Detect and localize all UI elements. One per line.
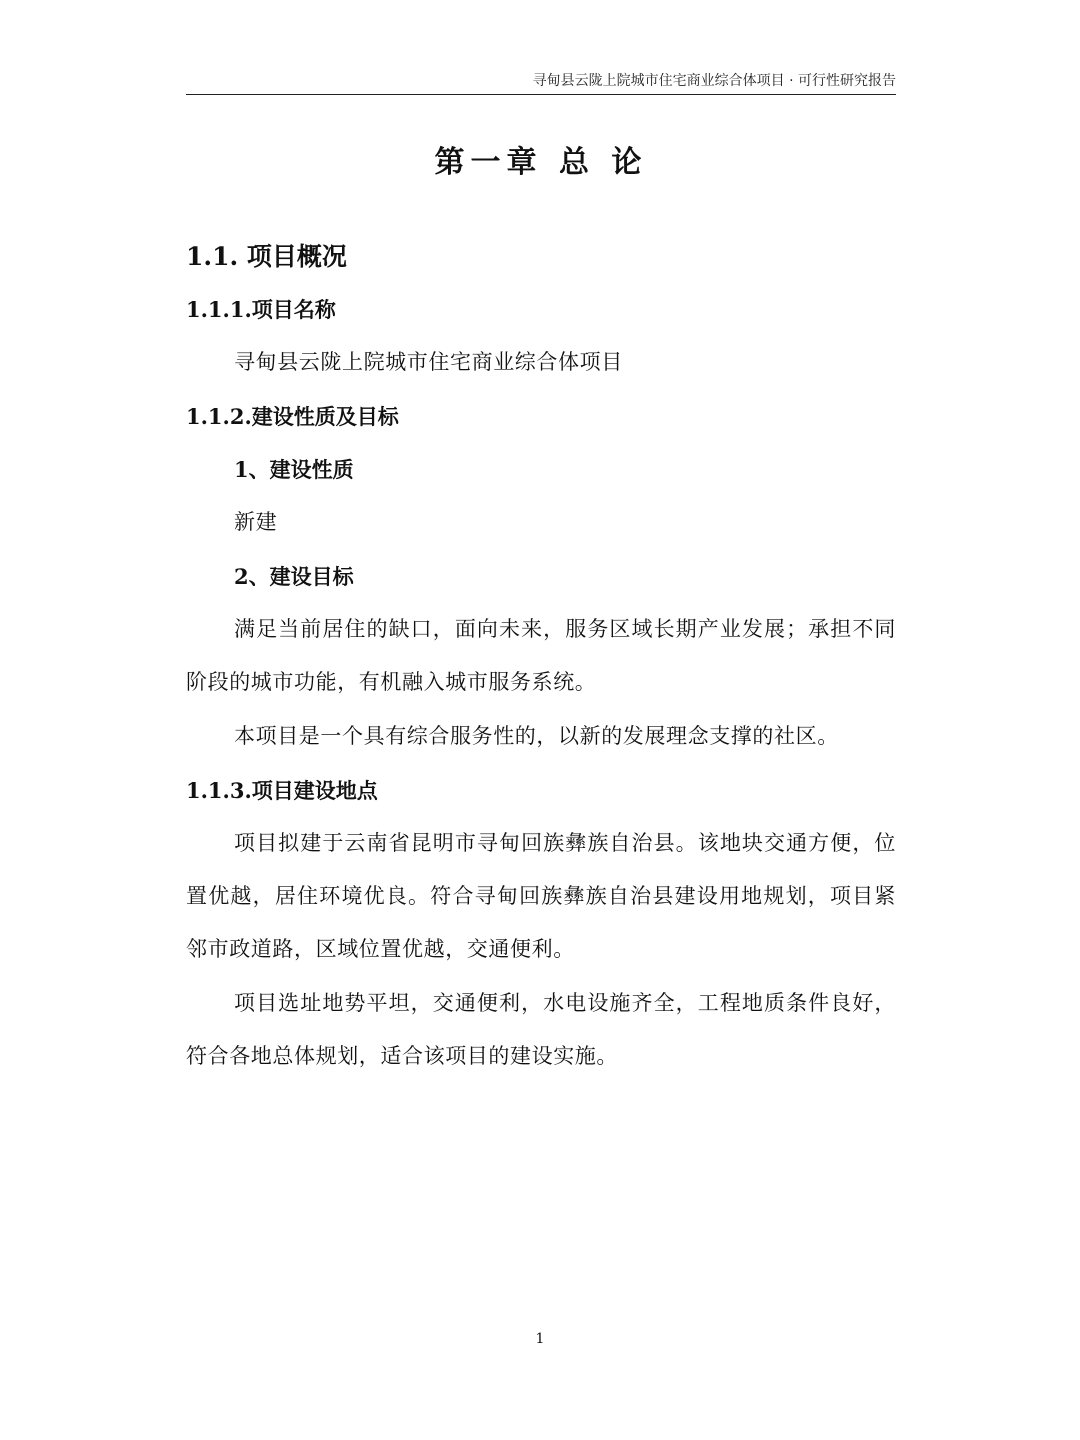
subheading-construction-goal: 2、建设目标: [234, 564, 354, 589]
site-location-paragraph-1: 项目拟建于云南省昆明市寻甸回族彝族自治县。该地块交通方便，位置优越，居住环境优良。符合寻甸回族彝族自治县建设用地规划，项目紧邻市政道路，区域位置优越，交通便利。: [186, 831, 896, 961]
chapter-title: 第一章 总 论: [434, 145, 648, 180]
page-number: 1: [535, 1331, 545, 1347]
site-location-paragraph-2: 项目选址地势平坦，交通便利，水电设施齐全，工程地质条件良好，符合各地总体规划，适合该项目的建设实施。: [186, 991, 896, 1068]
project-name-paragraph: 寻甸县云陇上院城市住宅商业综合体项目: [234, 350, 623, 374]
section-heading-1-1-1: 1.1.1.项目名称: [186, 297, 336, 322]
section-heading-1-1: 1.1. 项目概况: [186, 242, 347, 271]
header-rule: [186, 94, 896, 95]
subheading-construction-nature: 1、建设性质: [234, 457, 354, 482]
construction-goal-paragraph-2: 本项目是一个具有综合服务性的，以新的发展理念支撑的社区。: [234, 724, 839, 748]
construction-goal-paragraph-1: 满足当前居住的缺口，面向未来，服务区域长期产业发展；承担不同阶段的城市功能，有机融入城市服务系统。: [186, 617, 896, 694]
construction-nature-paragraph: 新建: [234, 510, 278, 534]
section-heading-1-1-3: 1.1.3.项目建设地点: [186, 778, 378, 803]
section-heading-1-1-2: 1.1.2.建设性质及目标: [186, 404, 399, 429]
running-header: 寻甸县云陇上院城市住宅商业综合体项目 · 可行性研究报告: [532, 73, 896, 89]
